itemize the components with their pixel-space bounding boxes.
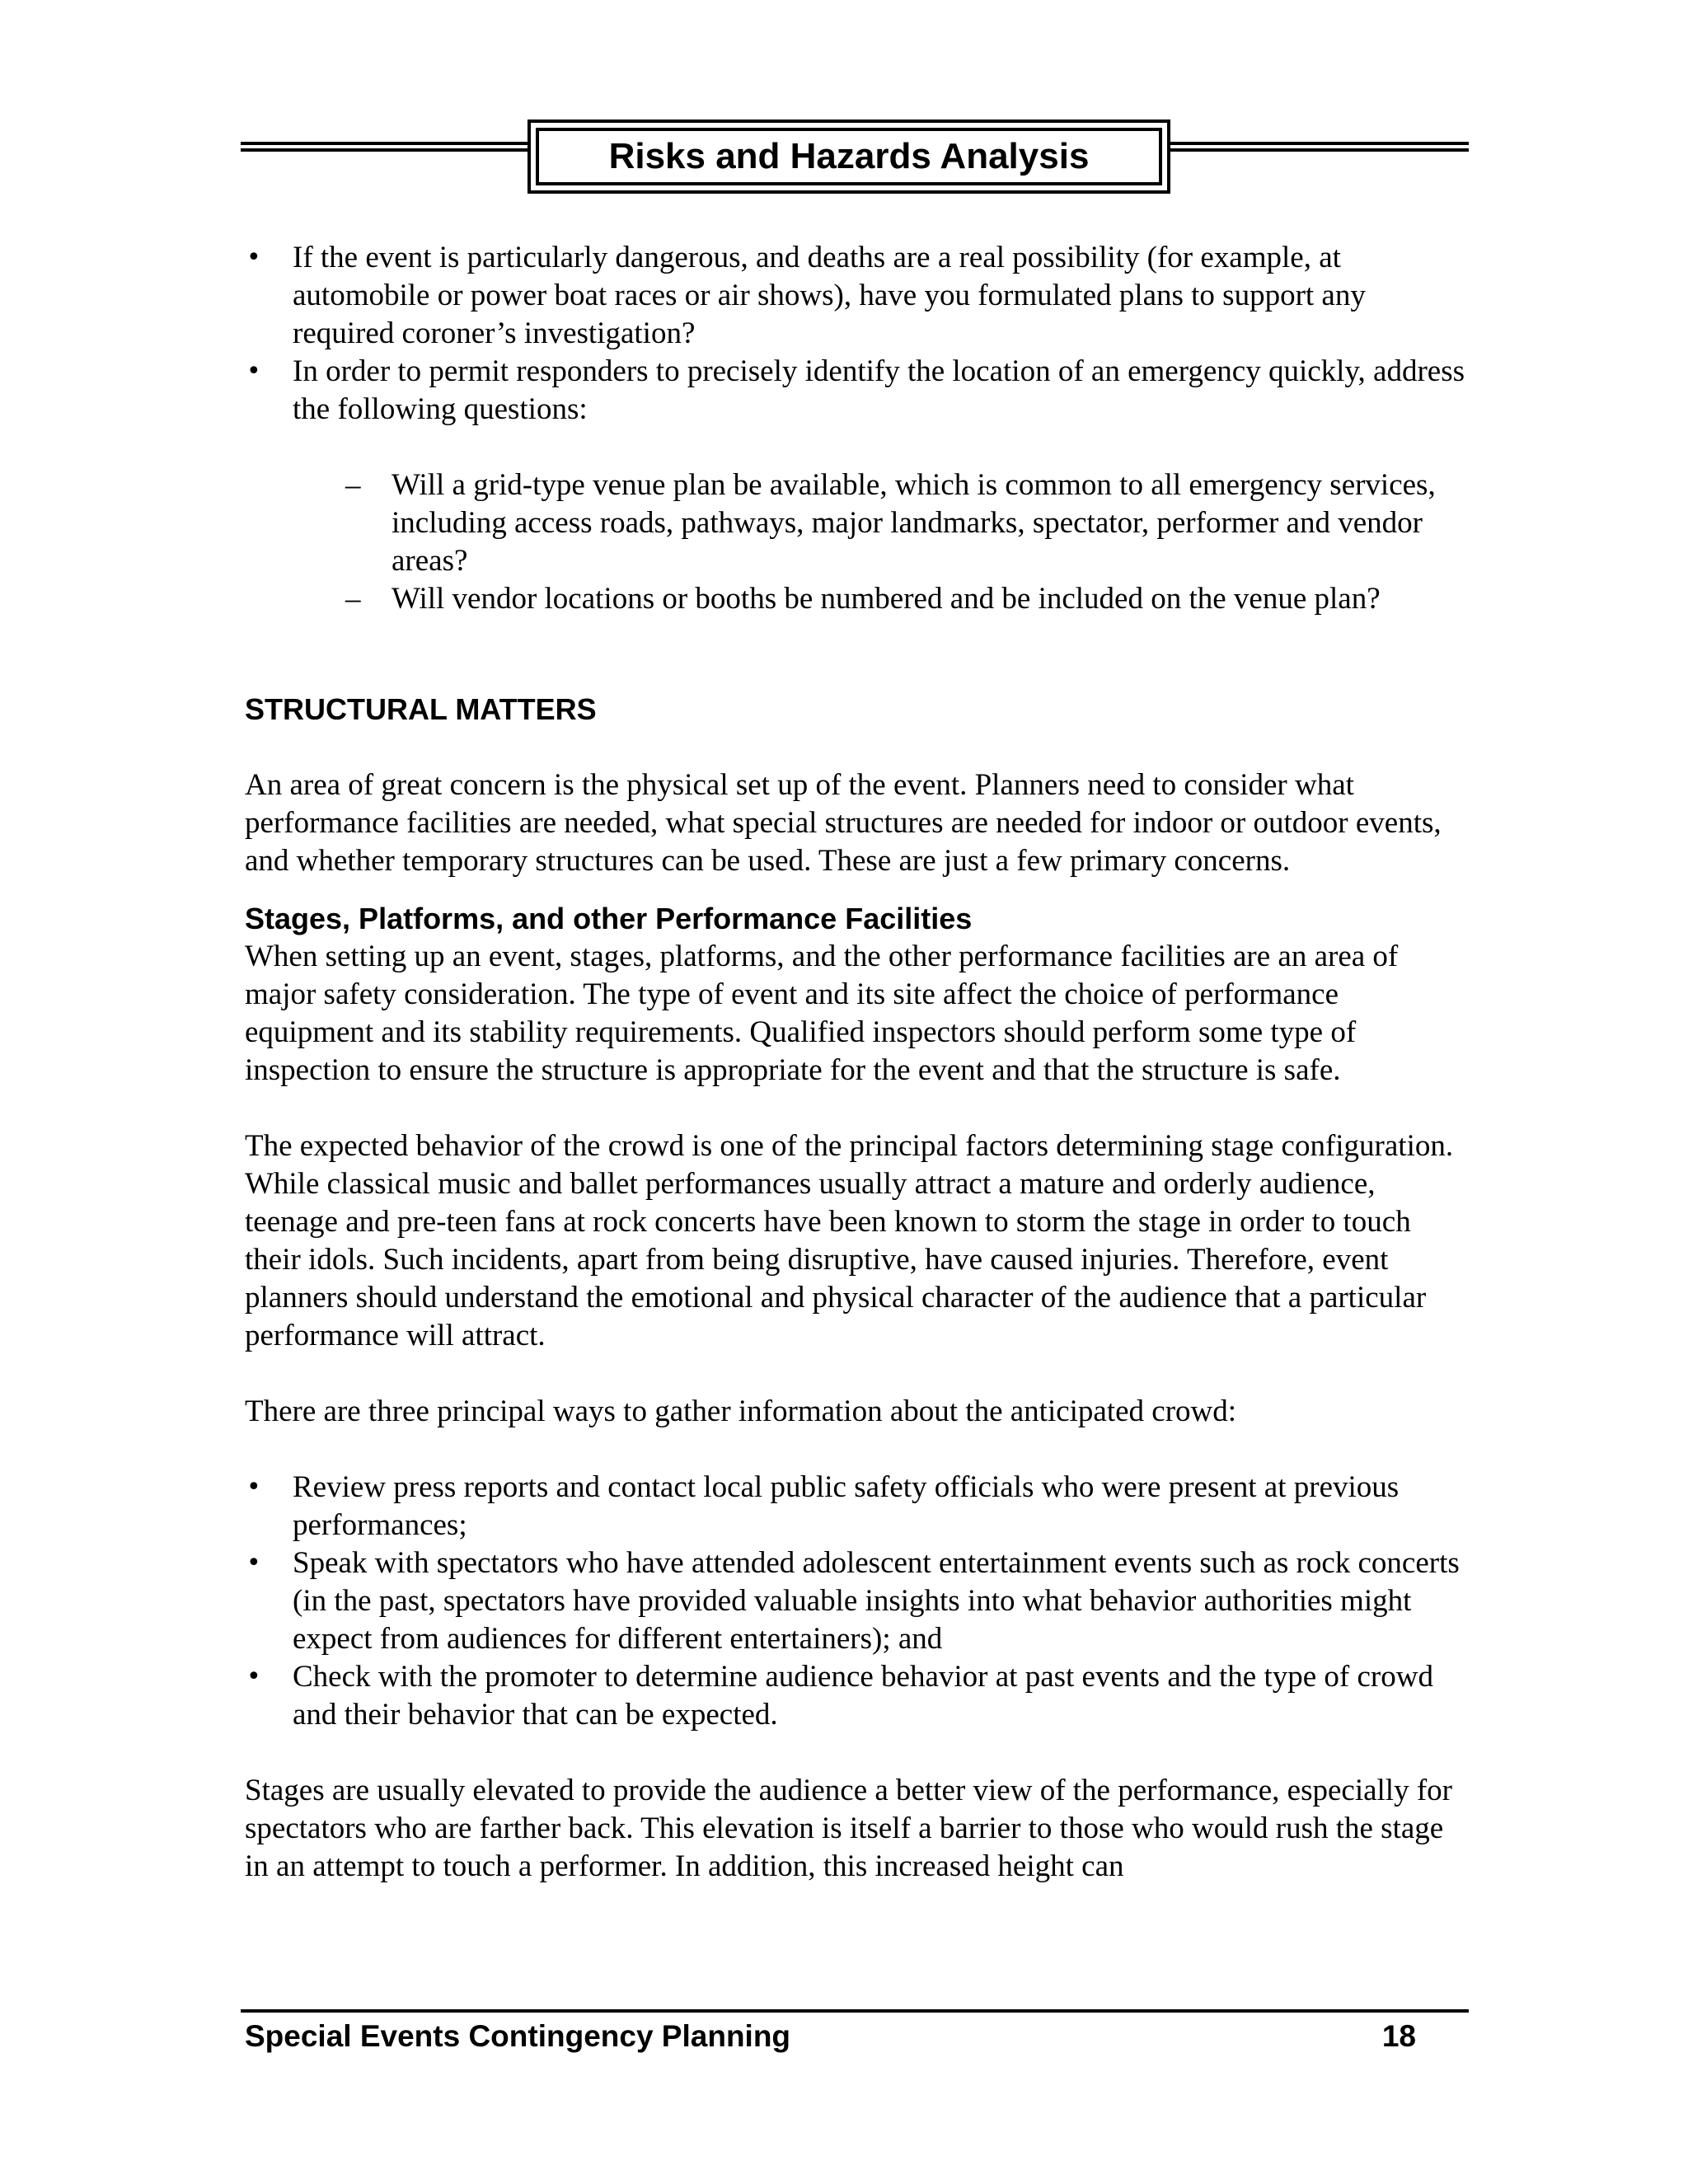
crowd-info-bullet-list	[245, 1469, 1473, 1734]
paragraph-stages-2: The expected behavior of the crowd is one of the principal factors determining stage configuration. While classical music and ballet performances usually attract a mature and orderly audience, teenage and pre-teen fans at rock concerts have been known to storm the stage in order to touch their idols. Such incidents, apart from being disruptive, have caused injuries. Therefore, event planners should understand the emotional and physical character of the audience that a particular performance will attract.	[245, 1129, 1454, 1352]
footer-rule	[241, 2009, 1469, 2013]
bullet-item: • If the event is particularly dangerous, and deaths are a real possibility (for example, at automobile or power boat races or air shows), have you formulated plans to support any required coroner’s investigation?	[245, 239, 1473, 353]
dash-item: – Will a grid-type venue plan be available, which is common to all emergency services, including access roads, pathways, major landmarks, spectator, performer and vendor areas?	[344, 466, 1473, 580]
bullet-item: • Review press reports and contact local public safety officials who were present at previous performances;	[245, 1469, 1473, 1544]
intro-bullet-list	[245, 239, 1473, 429]
subheading-stages: Stages, Platforms, and other Performance Facilities	[245, 902, 973, 935]
page-body	[245, 239, 1473, 1886]
page-number: 18	[1381, 2019, 1416, 2053]
header-title-box	[528, 120, 1170, 194]
sub-question-list	[245, 466, 1473, 618]
header-title: Risks and Hazards Analysis	[536, 128, 1162, 185]
bullet-item: • Speak with spectators who have attended adolescent entertainment events such as rock concerts (in the past, spectators have provided valuable insights into what behavior authorities might expect from audiences for different entertainers); and	[245, 1544, 1473, 1658]
paragraph-structural-intro: An area of great concern is the physical set up of the event. Planners need to consider what performance facilities are needed, what special structures are needed for indoor or outdoor events, and whether temporary structures can be used. These are just a few primary concerns.	[245, 768, 1442, 878]
bullet-item: • In order to permit responders to precisely identify the location of an emergency quickly, address the following questions:	[245, 353, 1473, 429]
bullet-item: • Check with the promoter to determine audience behavior at past events and the type of crowd and their behavior that can be expected.	[245, 1658, 1473, 1734]
dash-item: – Will vendor locations or booths be numbered and be included on the venue plan?	[344, 580, 1473, 618]
paragraph-stages-4: Stages are usually elevated to provide the audience a better view of the performance, especially for spectators who are farther back. This elevation is itself a barrier to those who would rush the stage in an attempt to touch a performer. In addition, this increased height can	[245, 1774, 1452, 1883]
paragraph-stages-3: There are three principal ways to gather information about the anticipated crowd:	[245, 1394, 1237, 1428]
paragraph-stages-1: When setting up an event, stages, platforms, and the other performance facilities are an area of major safety consideration. The type of event and its site affect the choice of performance equipment and its stability requirements. Qualified inspectors should perform some type of inspection to ensure the structure is appropriate for the event and that the structure is safe.	[245, 940, 1399, 1087]
section-heading-structural: STRUCTURAL MATTERS	[245, 692, 597, 726]
footer-title: Special Events Contingency Planning	[245, 2019, 791, 2053]
